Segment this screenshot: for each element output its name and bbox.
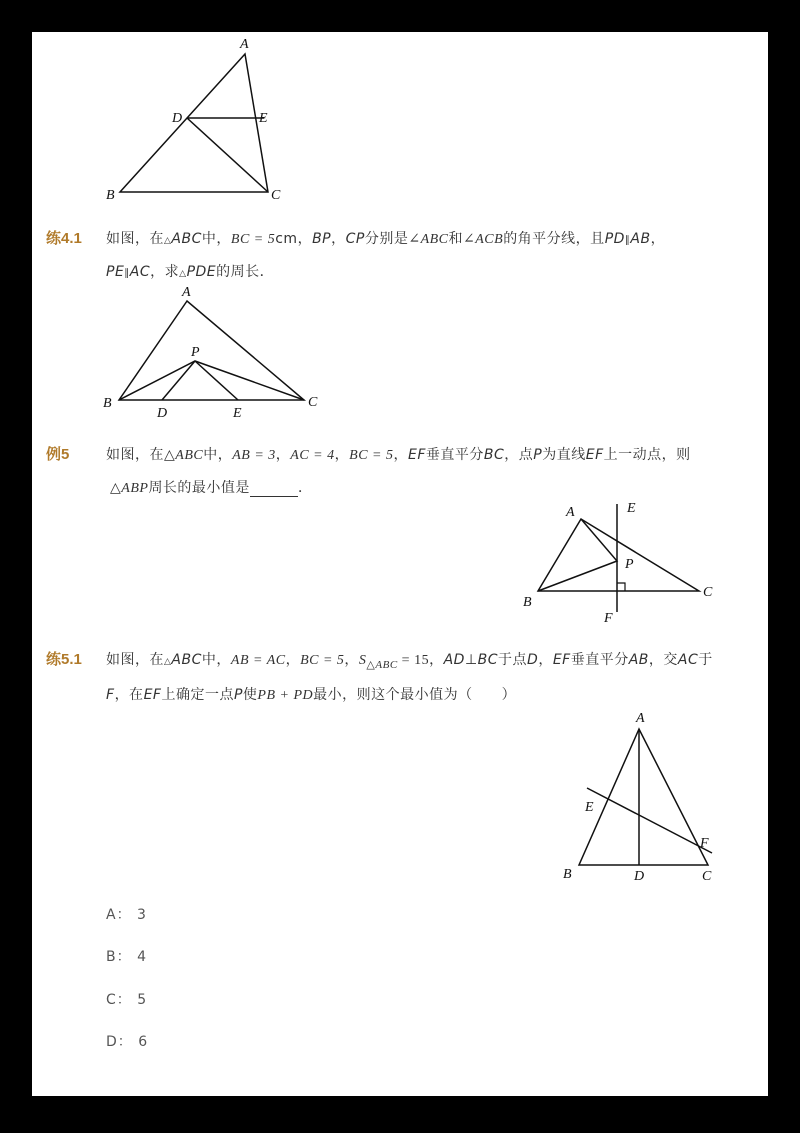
math-pd: PD — [604, 231, 625, 247]
option-key: D： — [106, 1034, 133, 1050]
math-bc: BC — [477, 652, 499, 668]
point-label-a: A — [240, 37, 249, 52]
point-label-c: C — [271, 188, 281, 203]
exercise-label-4-1: 练4.1 — [46, 230, 82, 247]
text: ， — [275, 447, 291, 463]
text: ，交 — [648, 652, 678, 668]
math-ef: EF — [407, 447, 426, 463]
example-label-5: 例5 — [46, 446, 70, 463]
text: 于 — [698, 652, 713, 668]
point-label-c: C — [703, 585, 713, 600]
text: ， — [285, 652, 301, 668]
math-abc: ABC — [175, 448, 204, 463]
perpendicular-symbol: ⊥ — [464, 652, 478, 668]
exercise-4-1-text-line-2 — [106, 261, 274, 281]
math-d: D — [527, 652, 539, 668]
text: 如图，在 — [106, 652, 164, 668]
math-ac: AC — [129, 264, 151, 280]
math-ad: AD — [443, 652, 465, 668]
math-ef: EF — [143, 687, 162, 703]
text: ，求 — [150, 264, 180, 280]
option-value: 3 — [137, 907, 147, 923]
text: 中， — [201, 652, 231, 668]
math-pb-plus-pd: PB + PD — [257, 688, 314, 703]
text: 的角平分线，且 — [503, 231, 605, 247]
text: 中， — [201, 231, 231, 247]
text: ，点 — [504, 447, 534, 463]
text: 和 — [448, 231, 464, 247]
text: 的周长． — [216, 264, 275, 280]
option-value: 5 — [137, 992, 148, 1008]
text: ． — [297, 480, 313, 496]
text: 周长的最小值是 — [148, 480, 250, 496]
option-key: A： — [106, 907, 132, 923]
math-bp: BP — [312, 231, 332, 247]
point-label-a: A — [182, 285, 191, 300]
triangle-symbol: △ — [179, 269, 187, 279]
example-5-text-line-2 — [110, 477, 312, 497]
text: 垂直平分 — [570, 652, 629, 668]
math-f: F — [106, 687, 115, 703]
text: 中， — [203, 447, 233, 463]
point-label-p: P — [625, 557, 634, 572]
exercise-label-5-1: 练5.1 — [46, 651, 82, 668]
math-bc: BC — [483, 447, 505, 463]
point-label-f: F — [700, 836, 709, 851]
parallel-symbol: ∥ — [624, 235, 631, 246]
math-pe: PE — [106, 264, 125, 280]
triangle-symbol: △ — [164, 657, 172, 667]
figure-perpendicular-bisector — [510, 494, 730, 629]
math-abc: ABC — [171, 231, 202, 247]
triangle-symbol: △ — [164, 447, 176, 463]
answer-blank — [250, 482, 298, 497]
math-ab-eq-ac: AB = AC — [230, 653, 286, 668]
point-label-a: A — [566, 505, 575, 520]
math-area-subscript: △ABC — [366, 658, 398, 671]
text: 分别是 — [364, 231, 409, 247]
text: 如图，在 — [106, 231, 164, 247]
math-ab: AB — [628, 652, 649, 668]
point-label-e: E — [259, 111, 268, 126]
point-label-a: A — [636, 711, 645, 726]
text: cm， — [275, 231, 313, 247]
point-label-f: F — [604, 611, 613, 626]
right-angle-mark — [617, 583, 625, 591]
point-label-b: B — [106, 188, 115, 203]
segments-ap-pb — [538, 519, 617, 591]
text: ， — [393, 447, 408, 463]
option-key: B： — [106, 949, 132, 965]
option-d[interactable] — [106, 1031, 148, 1051]
segment-pe — [195, 361, 238, 400]
math-ef: EF — [585, 447, 604, 463]
triangle-abc — [579, 729, 708, 865]
point-label-b: B — [103, 396, 112, 411]
text: ，在 — [114, 687, 144, 703]
option-key: C： — [106, 992, 132, 1008]
point-label-d: D — [172, 111, 183, 126]
text: 上确定一点 — [161, 687, 234, 703]
option-b[interactable] — [106, 946, 147, 966]
math-ab-value: AB = 3 — [232, 448, 276, 463]
text: 垂直平分 — [425, 447, 484, 463]
point-label-p: P — [191, 345, 200, 360]
math-bc-value: BC = 5 — [300, 653, 345, 668]
text: 为直线 — [542, 447, 586, 463]
math-p: P — [533, 447, 543, 463]
point-label-c: C — [308, 395, 318, 410]
math-pde: PDE — [186, 264, 217, 280]
text: 上一动点，则 — [603, 447, 691, 463]
text: ， — [331, 231, 346, 247]
math-bc-value: BC = 5 — [230, 232, 276, 247]
math-area-value: = 15 — [397, 653, 430, 668]
math-p: P — [233, 687, 243, 703]
triangle-symbol: △ — [164, 236, 172, 246]
text: 于点 — [498, 652, 528, 668]
line-ef — [587, 788, 712, 853]
document-page — [32, 32, 768, 1096]
option-value: 6 — [138, 1034, 149, 1050]
option-c[interactable] — [106, 989, 147, 1009]
math-cp: CP — [345, 231, 365, 247]
segments-bp-pc — [119, 361, 304, 400]
parallel-symbol: ∥ — [124, 268, 130, 279]
math-area-s: S — [358, 653, 367, 668]
figure-triangle-pde — [98, 282, 328, 422]
math-angle-abc: ∠ABC — [408, 232, 449, 247]
point-label-c: C — [702, 869, 712, 884]
point-label-b: B — [523, 595, 532, 610]
segment-dc — [187, 118, 268, 192]
point-label-b: B — [563, 867, 572, 882]
point-label-e: E — [585, 800, 594, 815]
point-label-d: D — [634, 869, 645, 884]
exercise-5-1-text-line-1 — [106, 649, 713, 671]
triangle-abc — [538, 519, 699, 591]
point-label-d: D — [157, 406, 168, 421]
exercise-5-1-text-line-2 — [106, 684, 516, 704]
figure-isosceles-triangle — [552, 704, 732, 884]
math-bc-value: BC = 5 — [349, 448, 394, 463]
option-value: 4 — [137, 949, 147, 965]
point-label-e: E — [233, 406, 242, 421]
point-label-e: E — [627, 501, 636, 516]
text: 使 — [242, 687, 258, 703]
option-a[interactable] — [106, 904, 147, 924]
example-5-text-line-1 — [106, 444, 691, 464]
math-abp: ABP — [121, 481, 149, 496]
text: ， — [650, 231, 666, 247]
math-ef: EF — [552, 652, 571, 668]
text: 最小，则这个最小值为（ ） — [313, 687, 517, 703]
math-angle-acb: ∠ACB — [463, 232, 504, 247]
text: 如图，在 — [106, 447, 164, 463]
math-abc: ABC — [171, 652, 202, 668]
math-ac-value: AC = 4 — [290, 448, 335, 463]
math-ab: AB — [630, 231, 651, 247]
text: ， — [429, 652, 444, 668]
figure-triangle-abc-de — [102, 32, 302, 207]
exercise-4-1-text-line-1 — [106, 228, 665, 248]
segment-pd — [162, 361, 195, 400]
text: ， — [538, 652, 553, 668]
math-ac: AC — [677, 652, 699, 668]
triangle-symbol: △ — [110, 480, 122, 496]
text: ， — [344, 652, 359, 668]
text: ， — [334, 447, 350, 463]
